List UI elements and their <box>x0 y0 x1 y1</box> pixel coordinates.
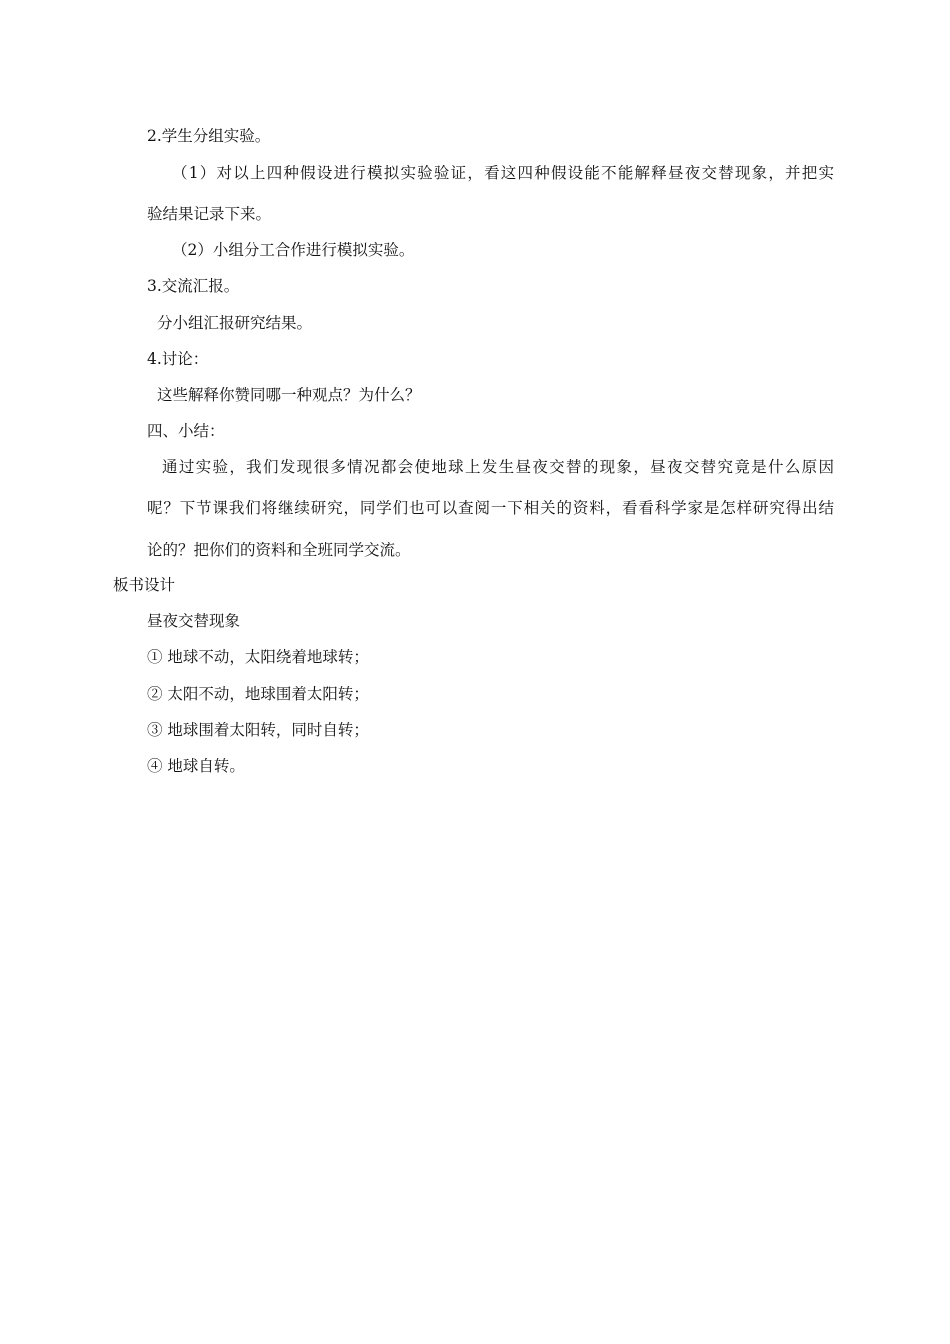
section4-title: 四、小结： <box>147 422 225 440</box>
step2-item2: （2）小组分工合作进行模拟实验。 <box>172 241 415 259</box>
board-title: 昼夜交替现象 <box>147 612 241 630</box>
step3-text: 分小组汇报研究结果。 <box>157 314 313 332</box>
summary-line2: 呢？下节课我们将继续研究，同学们也可以查阅一下相关的资料，看看科学家是怎样研究得出结 <box>147 499 834 517</box>
board-item-1: ① 地球不动，太阳绕着地球转； <box>147 648 369 666</box>
board-item-3: ③ 地球围着太阳转，同时自转； <box>147 721 369 739</box>
summary-line3: 论的？把你们的资料和全班同学交流。 <box>147 541 411 559</box>
step2-item1-line2: 验结果记录下来。 <box>147 205 272 223</box>
board-heading: 板书设计 <box>113 576 176 594</box>
step4-title: 4.讨论： <box>147 350 209 368</box>
step2-item1-line1: （1）对以上四种假设进行模拟实验验证，看这四种假设能不能解释昼夜交替现象，并把实 <box>172 164 834 182</box>
step2-title: 2.学生分组实验。 <box>147 127 271 145</box>
board-item-2: ② 太阳不动，地球围着太阳转； <box>147 685 369 703</box>
summary-line1: 通过实验，我们发现很多情况都会使地球上发生昼夜交替的现象，昼夜交替究竟是什么原因 <box>162 458 834 476</box>
board-item-4: ④ 地球自转。 <box>147 757 245 775</box>
step4-text: 这些解释你赞同哪一种观点？为什么？ <box>157 386 421 404</box>
step3-title: 3.交流汇报。 <box>147 277 240 295</box>
